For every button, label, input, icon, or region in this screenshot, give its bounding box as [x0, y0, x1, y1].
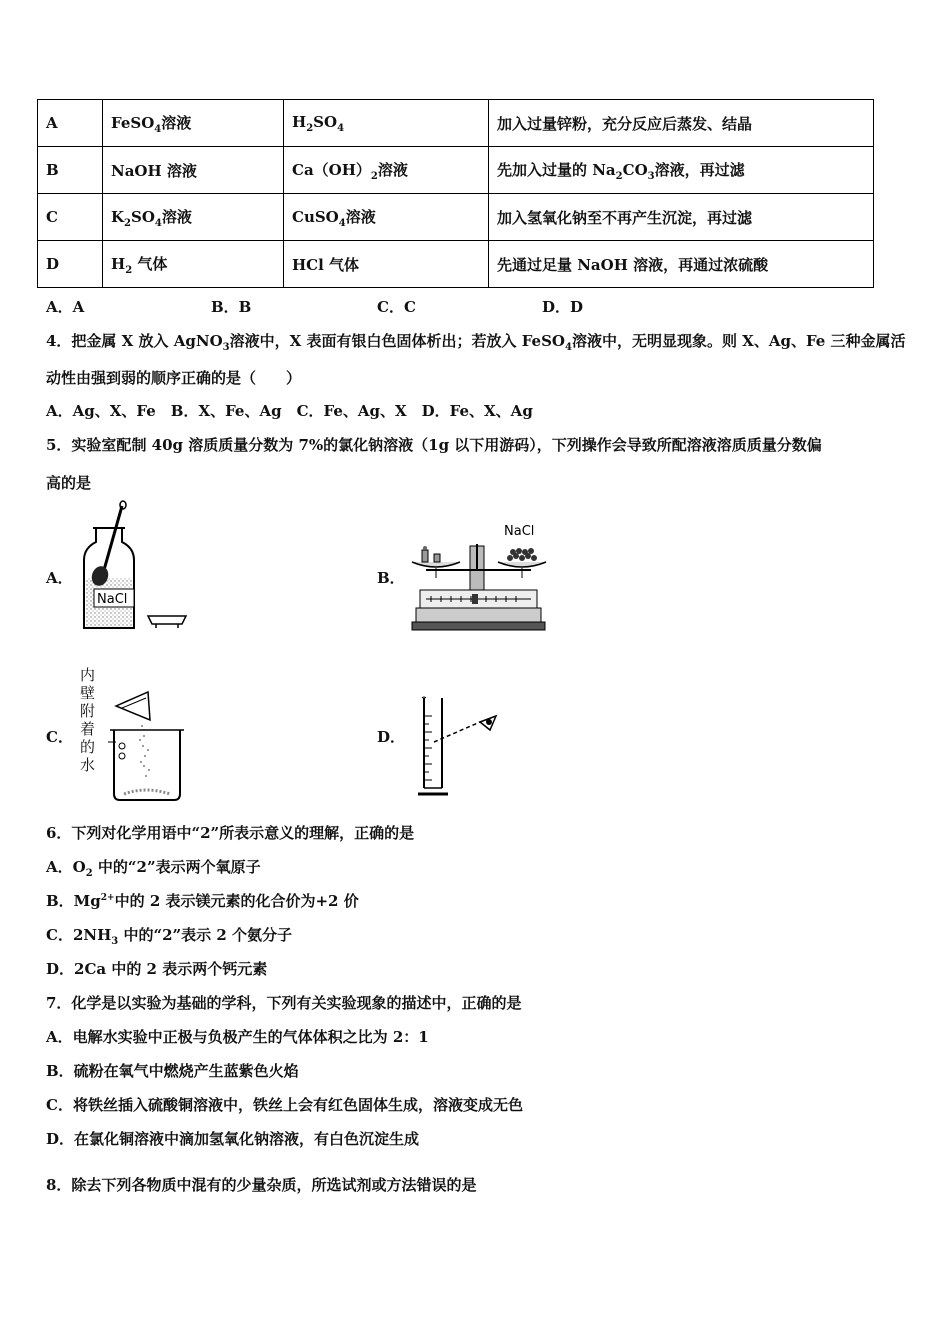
q5-label-b[interactable]: B．: [377, 569, 405, 587]
fig-c-wall-water-label: 内 壁 附 着 的 水: [80, 666, 96, 774]
q6-option-d[interactable]: D．2Ca 中的 2 表示两个钙元素: [46, 960, 268, 978]
fig-b-nacl-label: NaCl: [504, 524, 535, 539]
q4-stem-line1: 4．把金属 X 放入 AgNO$_3$溶液中，X 表面有银白色固体析出；若放入 FeSO$_4$溶液中，无明显现象。则 X、Ag、Fe 三种金属活: [46, 332, 906, 353]
impurity-cell: CuSO$_4$溶液: [284, 194, 489, 241]
table-row: [38, 100, 874, 147]
q8-stem: 8．除去下列各物质中混有的少量杂质，所选试剂或方法错误的是: [46, 1176, 477, 1194]
q6-stem: 6．下列对化学用语中“2”所表示意义的理解，正确的是: [46, 824, 415, 842]
q5-label-d[interactable]: D．: [377, 728, 406, 746]
q7-option-c[interactable]: C．将铁丝插入硫酸铜溶液中，铁丝上会有红色固体生成，溶液变成无色: [46, 1096, 523, 1114]
options-table: [37, 99, 874, 288]
fig-d-graduated-cylinder: [412, 696, 504, 802]
q3-option-a[interactable]: A．A: [46, 298, 85, 316]
substance-cell: FeSO$_4$溶液: [103, 100, 284, 147]
substance-cell: $H_2$ 气体: [103, 241, 284, 288]
q7-option-b[interactable]: B．硫粉在氧气中燃烧产生蓝紫色火焰: [46, 1062, 299, 1080]
q6-option-a[interactable]: A．$O_2$ 中的“2”表示两个氧原子: [46, 858, 261, 879]
q6-option-c[interactable]: C．$2NH_3$ 中的“2”表示 2 个氨分子: [46, 926, 293, 947]
impurity-cell: HCl 气体: [284, 241, 489, 288]
impurity-cell: $H_2SO_4$: [284, 100, 489, 147]
q6-option-b[interactable]: B．$Mg^{2+}$中的 2 表示镁元素的化合价为+2 价: [46, 892, 359, 910]
q4-stem-line2: 动性由强到弱的顺序正确的是（ ）: [46, 369, 302, 387]
q4-options[interactable]: A．Ag、X、Fe B．X、Fe、Ag C．Fe、Ag、X D．Fe、X、Ag: [46, 402, 533, 420]
q3-option-c[interactable]: C．C: [377, 298, 416, 316]
q5-label-a[interactable]: A．: [46, 569, 73, 587]
q7-option-d[interactable]: D．在氯化铜溶液中滴加氢氧化钠溶液，有白色沉淀生成: [46, 1130, 420, 1148]
table-row: [38, 241, 874, 288]
q5-stem-line1: 5．实验室配制 40g 溶质质量分数为 7%的氯化钠溶液（1g 以下用游码），下列操作会导致所配溶液溶质质量分数偏: [46, 436, 822, 454]
method-cell: 加入氢氧化钠至不再产生沉淀，再过滤: [489, 194, 874, 241]
fig-b-balance-scale: [406, 518, 551, 632]
row-label: A: [38, 100, 103, 147]
q7-stem: 7．化学是以实验为基础的学科，下列有关实验现象的描述中，正确的是: [46, 994, 522, 1012]
impurity-cell: $Ca(OH)_2$溶液: [284, 147, 489, 194]
row-label: D: [38, 241, 103, 288]
fig-a-nacl-label: NaCl: [97, 592, 128, 607]
q5-label-c[interactable]: C．: [46, 728, 73, 746]
table-row: [38, 194, 874, 241]
q3-option-b[interactable]: B．B: [211, 298, 252, 316]
substance-cell: NaOH 溶液: [103, 147, 284, 194]
row-label: B: [38, 147, 103, 194]
q3-option-d[interactable]: D．D: [542, 298, 584, 316]
q7-option-a[interactable]: A．电解水实验中正极与负极产生的气体体积之比为 2：1: [46, 1028, 429, 1046]
method-cell: 先通过足量 NaOH 溶液，再通过浓硫酸: [489, 241, 874, 288]
table-row: [38, 147, 874, 194]
method-cell: 先加入过量的 $Na_2CO_3$溶液，再过滤: [489, 147, 874, 194]
q5-stem-line2: 高的是: [46, 474, 92, 492]
row-label: C: [38, 194, 103, 241]
substance-cell: $K_2SO_4$溶液: [103, 194, 284, 241]
fig-c-beaker-funnel: [100, 690, 190, 802]
method-cell: 加入过量锌粉，充分反应后蒸发、结晶: [489, 100, 874, 147]
fig-a-reagent-bottle: [78, 500, 193, 632]
